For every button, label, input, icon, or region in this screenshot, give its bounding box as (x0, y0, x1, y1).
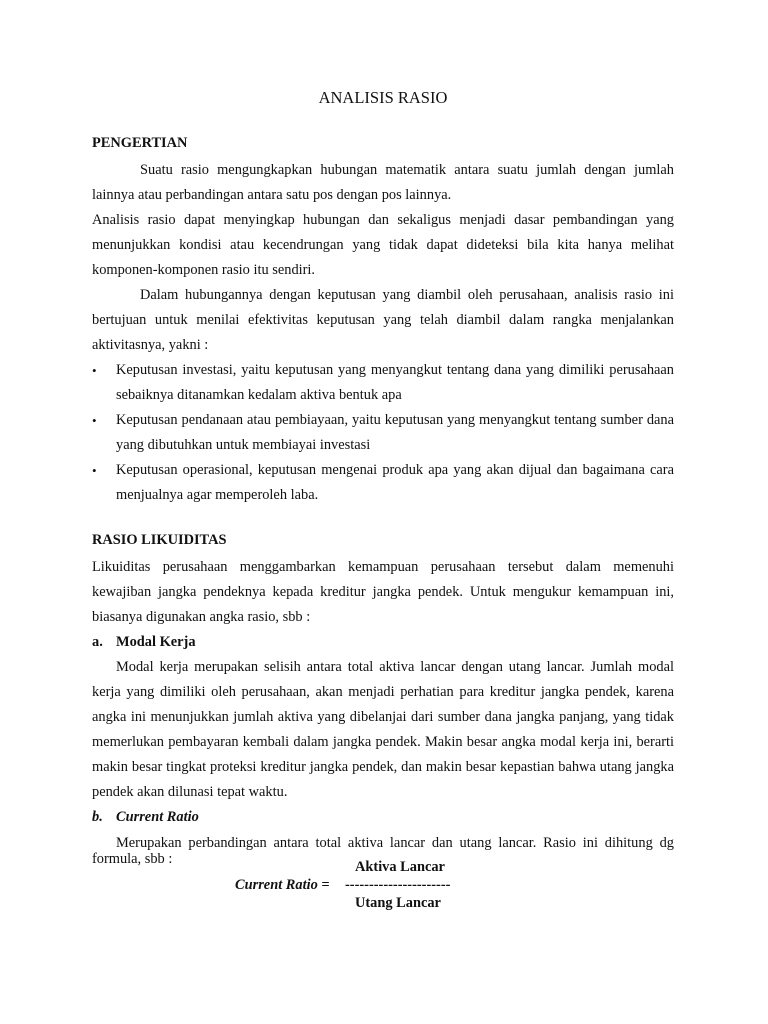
bullet-icon: • (92, 363, 97, 378)
subheading-marker: a. (92, 634, 103, 650)
section-heading-likuiditas: RASIO LIKUIDITAS (92, 532, 227, 548)
decision-list (92, 358, 674, 508)
current-ratio-paragraph: Merupakan perbandingan antara total aktiva lancar dan utang lancar. Rasio ini dihitung dg formula, sbb : (92, 835, 674, 867)
document-title: ANALISIS RASIO (318, 88, 448, 107)
pengertian-paragraph-1: Suatu rasio mengungkapkan hubungan matematik antara suatu jumlah dengan jumlah lainnya atau perbandingan antara satu pos dengan pos lainnya. (92, 162, 674, 203)
formula-fraction-line: ---------------------- (345, 877, 451, 893)
list-item-text: Keputusan investasi, yaitu keputusan yang menyangkut tentang dana yang dimiliki perusahaan sebaiknya ditanamkan kedalam aktiva bentuk apa (116, 362, 674, 403)
formula-label: Current Ratio = (235, 877, 330, 893)
subheading-marker: b. (92, 809, 103, 825)
document-content (92, 88, 674, 923)
formula-denominator: Utang Lancar (355, 895, 441, 911)
list-item (92, 408, 674, 458)
subheading-current-ratio (92, 805, 674, 830)
subheading-label: Current Ratio (116, 809, 199, 825)
pengertian-paragraph-2: Analisis rasio dapat menyingkap hubungan dan sekaligus menjadi dasar pembandingan yang menunjukkan kondisi atau kecendrungan yang tidak dapat dideteksi bila kita hanya melihat komponen-komponen rasio itu sendiri. (92, 212, 674, 278)
list-item-text: Keputusan operasional, keputusan mengenai produk apa yang akan dijual dan bagaimana cara menjualnya agar memperoleh laba. (116, 462, 674, 503)
current-ratio-formula (92, 859, 674, 923)
bullet-icon: • (92, 463, 97, 478)
pengertian-paragraph-3: Dalam hubungannya dengan keputusan yang diambil oleh perusahaan, analisis rasio ini bertujuan untuk menilai efektivitas keputusan yang telah diambil dalam rangka menjalankan aktivitasnya, yakni : (92, 287, 674, 353)
subheading-modal-kerja (92, 630, 674, 655)
formula-numerator: Aktiva Lancar (355, 859, 445, 875)
section-heading-pengertian: PENGERTIAN (92, 135, 188, 151)
bullet-icon: • (92, 413, 97, 428)
list-item (92, 458, 674, 508)
subheading-label: Modal Kerja (116, 634, 196, 650)
list-item-text: Keputusan pendanaan atau pembiayaan, yaitu keputusan yang menyangkut tentang sumber dana yang dibutuhkan untuk membiayai investasi (116, 412, 674, 453)
list-item (92, 358, 674, 408)
likuiditas-intro: Likuiditas perusahaan menggambarkan kemampuan perusahaan tersebut dalam memenuhi kewajiban jangka pendeknya kepada kreditur jangka pendek. Untuk mengukur kemampuan ini, biasanya digunakan angka rasio, sbb : (92, 559, 674, 625)
modal-kerja-paragraph: Modal kerja merupakan selisih antara total aktiva lancar dengan utang lancar. Jumlah modal kerja yang dimiliki oleh perusahaan, akan menjadi perhatian para kreditur jangka pendek, karena angka ini menunjukkan jumlah aktiva yang dibelanjai dari sumber dana jangka panjang, yang tidak memerlukan pembayaran kembali dalam jangka pendek. Makin besar angka modal kerja ini, berarti makin besar tingkat proteksi kreditur jangka pendek, dan makin besar kepastian bahwa utang jangka pendek akan dilunasi tepat waktu. (92, 659, 674, 800)
